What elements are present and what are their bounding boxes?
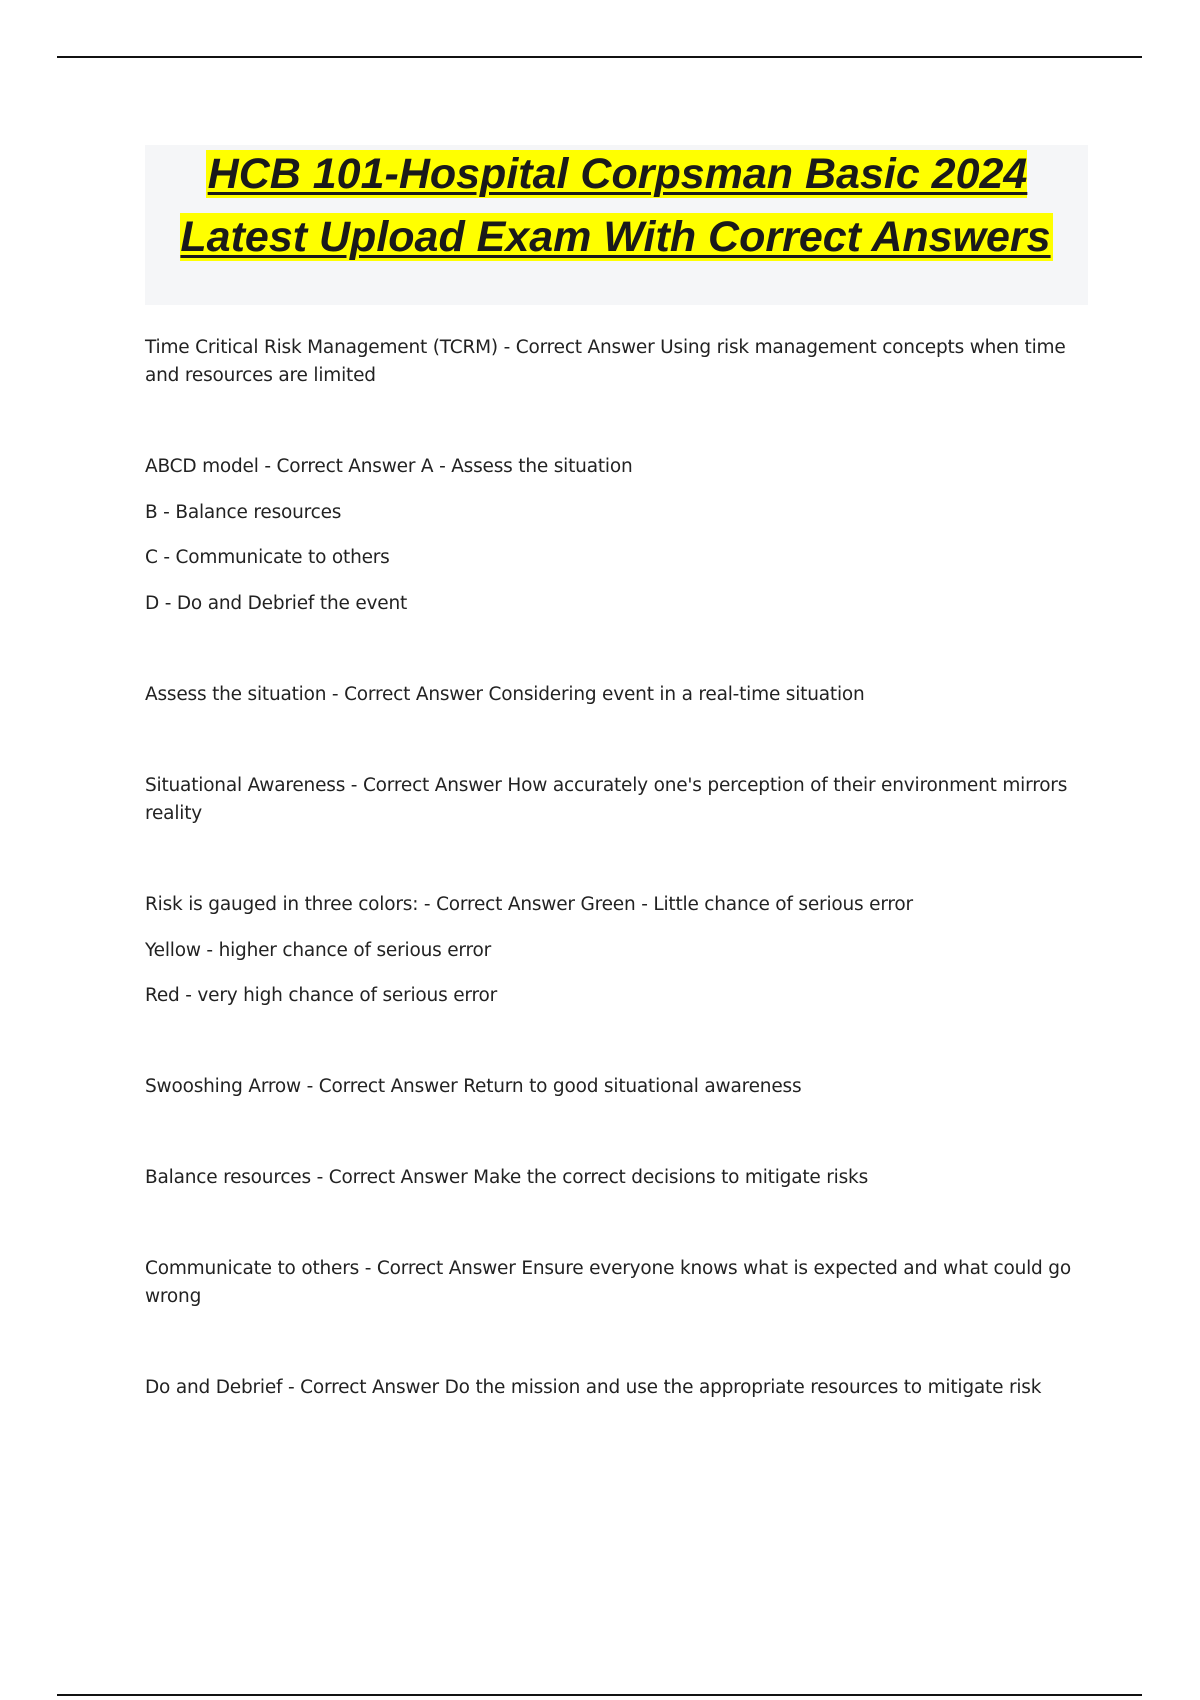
qa-entry-risk-yellow: Yellow - higher chance of serious error [145,940,492,961]
qa-entry-abcd-b: B - Balance resources [145,502,342,523]
qa-entry-situational-awareness: Situational Awareness - Correct Answer How accurately one's perception of their environment mirrors reality [145,775,1068,824]
qa-entry-balance-resources: Balance resources - Correct Answer Make the correct decisions to mitigate risks [145,1167,869,1188]
title-box [145,145,1088,305]
qa-entry-assess: Assess the situation - Correct Answer Considering event in a real-time situation [145,684,865,705]
qa-entry-abcd-d: D - Do and Debrief the event [145,593,408,614]
header-rule [57,56,1142,58]
footer-rule [57,1694,1142,1696]
document-title: HCB 101-Hospital Corpsman Basic 2024 Latest Upload Exam With Correct Answers [180,150,1051,261]
qa-entry-communicate: Communicate to others - Correct Answer Ensure everyone knows what is expected and what could go wrong [145,1258,1071,1307]
qa-entry-risk-colors: Risk is gauged in three colors: - Correct Answer Green - Little chance of serious error [145,894,913,915]
qa-entry-abcd-model: ABCD model - Correct Answer A - Assess the situation [145,456,633,477]
qa-entry-swooshing-arrow: Swooshing Arrow - Correct Answer Return to good situational awareness [145,1076,802,1097]
qa-entry-abcd-c: C - Communicate to others [145,547,390,568]
qa-entry-do-and-debrief: Do and Debrief - Correct Answer Do the mission and use the appropriate resources to mitigate risk [145,1377,1042,1398]
qa-entry-risk-red: Red - very high chance of serious error [145,985,497,1006]
qa-entry-tcrm: Time Critical Risk Management (TCRM) - Correct Answer Using risk management concepts when time and resources are limited [145,337,1066,386]
